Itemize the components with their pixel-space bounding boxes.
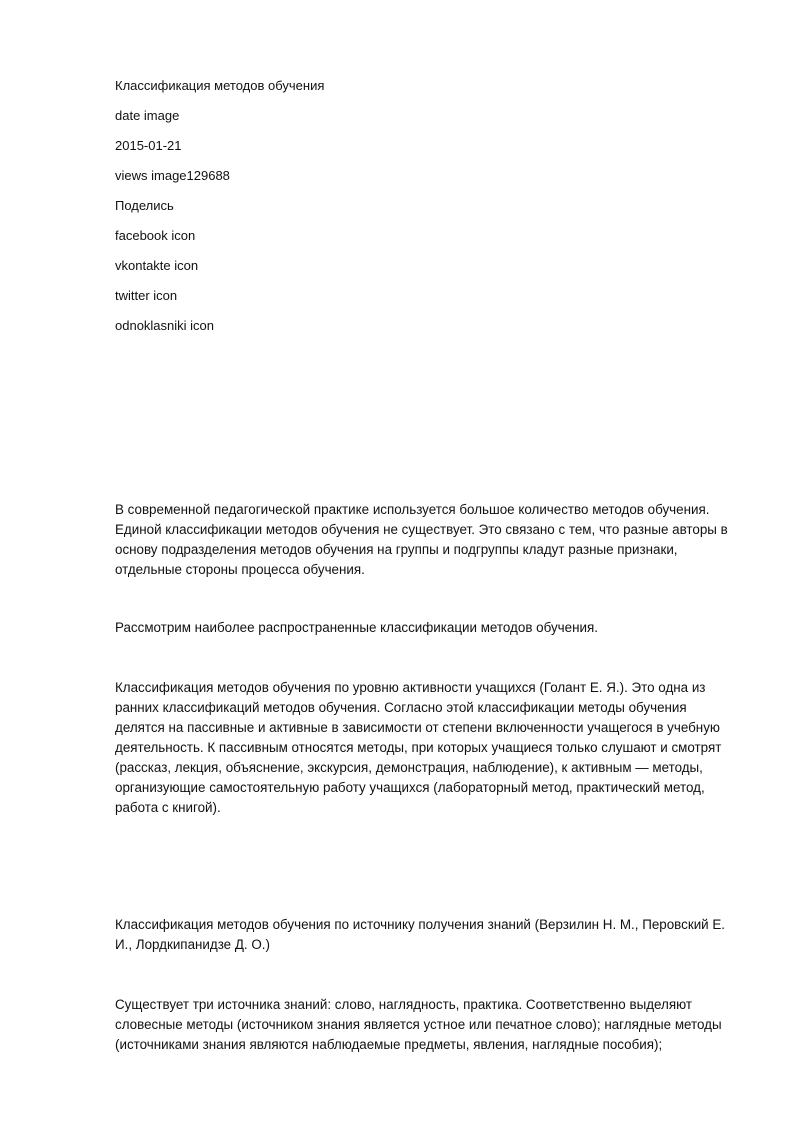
paragraph-knowledge-sources: Существует три источника знаний: слово, наглядность, практика. Соответственно выделяют словесные методы (источником знания является устное или печатное слово); наглядные методы (источниками знания являются наблюдаемые предметы, явления, наглядные пособия); (115, 997, 722, 1052)
share-label: Поделись (115, 198, 174, 213)
odnoklassniki-icon[interactable]: odnoklasniki icon (115, 318, 215, 333)
paragraph-activity-classification: Классификация методов обучения по уровню активности учащихся (Голант Е. Я.). Это одна из ранних классификаций методов обучения. Согласно этой классификации методы обучения делятся на пассивные и активные в зависимости от степени включенности учащегося в учебную деятельность. К пассивным относятся методы, при которых учащиеся только слушают и смотрят (рассказ, лекция, объяснение, экскурсия, демонстрация, наблюдение), к активным — методы, организующие самостоятельную работу учащихся (лабораторный метод, практический метод, работа с книгой). (115, 680, 722, 815)
twitter-icon[interactable]: twitter icon (115, 288, 178, 303)
paragraph-source-classification-heading: Классификация методов обучения по источнику получения знаний (Верзилин Н. М., Перовский Е. И., Лордкипанидзе Д. О.) (115, 917, 726, 952)
date-image-alt: date image (115, 108, 180, 123)
publish-date: 2015-01-21 (115, 138, 182, 153)
facebook-icon[interactable]: facebook icon (115, 228, 196, 243)
paragraph-overview: Рассмотрим наиболее распространенные классификации методов обучения. (115, 620, 598, 635)
vkontakte-icon[interactable]: vkontakte icon (115, 258, 199, 273)
paragraph-intro: В современной педагогической практике используется большое количество методов обучения. Единой классификации методов обучения не существует. Это связано с тем, что разные авторы в основу подразделения методов обучения на группы и подгруппы кладут разные признаки, отдельные стороны процесса обучения. (115, 502, 728, 577)
views-count: views image129688 (115, 168, 230, 183)
page-title: Классификация методов обучения (115, 78, 325, 93)
